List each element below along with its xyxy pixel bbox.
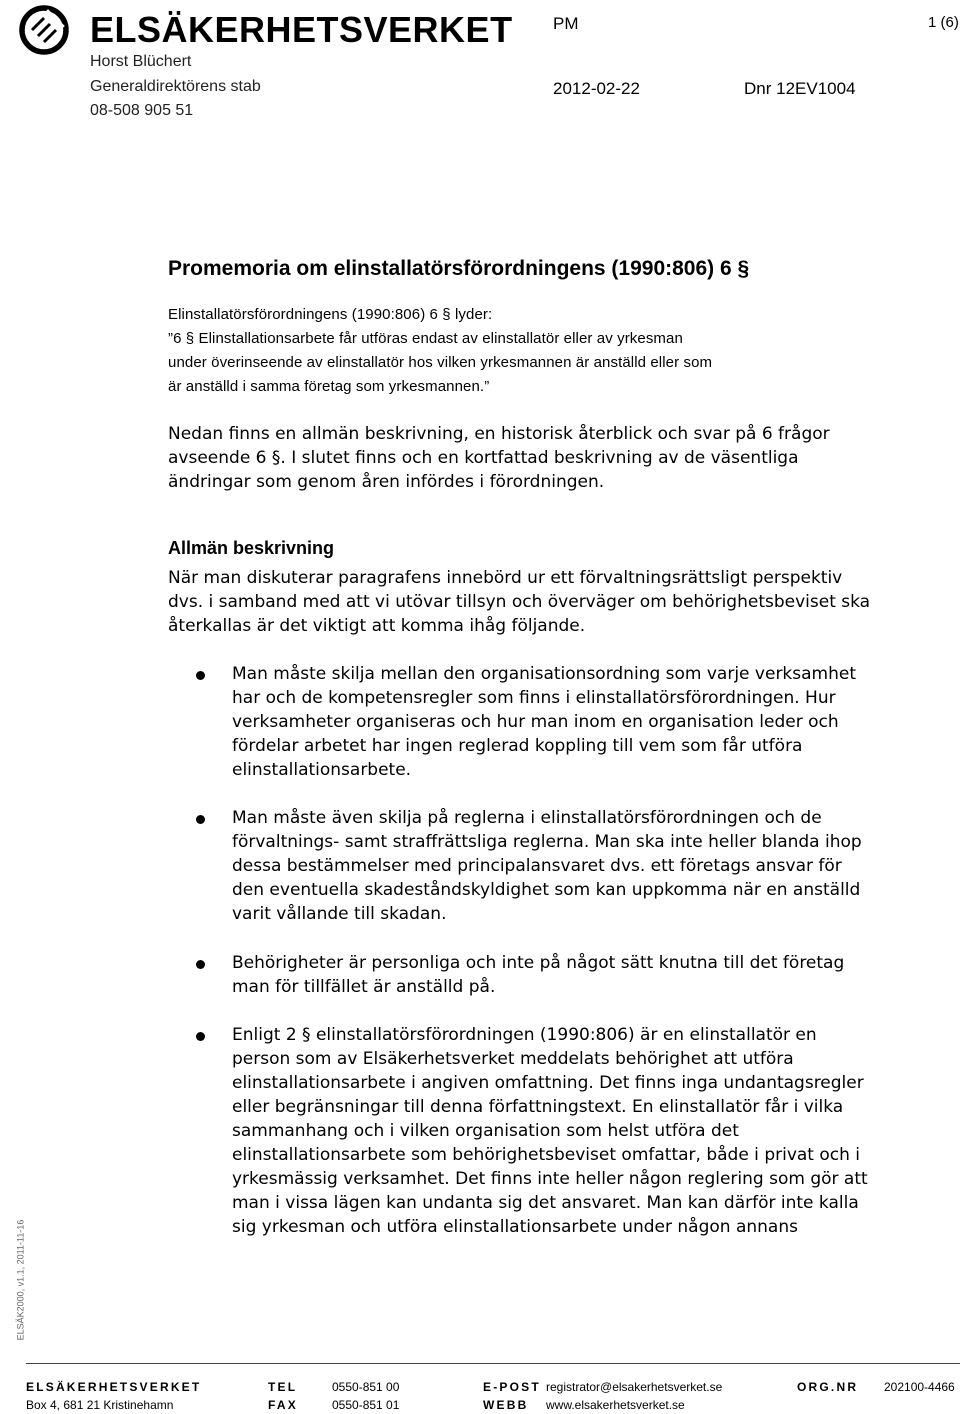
bullet-line: person som av Elsäkerhetsverket meddelats behörighet att utföra xyxy=(232,1049,794,1069)
bullet-line: varit vållande till skadan. xyxy=(232,904,447,924)
bullet-line: Behörigheter är personliga och inte på något sätt knutna till det företag xyxy=(232,953,845,973)
bullet-line: man för tillfället är anställd på. xyxy=(232,977,496,997)
intro-line: ändringar som genom åren infördes i förordningen. xyxy=(168,472,605,492)
section-line: dvs. i samband med att vi utövar tillsyn och överväger om behörighetsbeviset ska xyxy=(168,592,871,612)
bullet-line: den eventuella skadeståndskyldighet som kan uppkomma när en anställd xyxy=(232,880,861,900)
bullet-marker xyxy=(196,960,205,969)
quote-line: är anställd i samma företag som yrkesmannen.” xyxy=(168,378,490,395)
section-heading: Allmän beskrivning xyxy=(168,538,335,558)
bullet-line: sammanhang och i vilken organisation som helst utföra det xyxy=(232,1121,739,1141)
document-date: 2012-02-22 xyxy=(553,79,640,98)
bullet-line: yrkesmässig verksamhet. Det finns inte heller någon reglering som gör att xyxy=(232,1169,868,1189)
footer-fax-label: FAX xyxy=(268,1398,298,1412)
bullet-line: sig yrkesman och utföra elinstallationsarbete under någon annans xyxy=(232,1217,798,1237)
footer-web-label: WEBB xyxy=(483,1398,529,1412)
footer-tel-label: TEL xyxy=(268,1380,298,1394)
footer-fax: 0550-851 01 xyxy=(332,1398,400,1412)
bullet-line: Man måste även skilja på reglerna i elinstallatörsförordningen och de xyxy=(232,808,822,828)
bullet-line: man i vissa lägen kan undanta sig det ansvaret. Man kan därför inte kalla xyxy=(232,1193,859,1213)
document-dnr: Dnr 12EV1004 xyxy=(744,79,856,98)
footer-tel: 0550-851 00 xyxy=(332,1380,400,1394)
bullet-line: fördelar arbetet har ingen reglerad koppling till vem som får utföra xyxy=(232,736,803,756)
document-type: PM xyxy=(553,14,579,33)
bullet-line: Enligt 2 § elinstallatörsförordningen (1990:806) är en elinstallatör en xyxy=(232,1025,817,1045)
footer-orgnr: 202100-4466 xyxy=(884,1380,955,1394)
bullet-line: har och de kompetensregler som finns i elinstallatörsförordningen. Hur xyxy=(232,688,836,708)
footer-org-name: ELSÄKERHETSVERKET xyxy=(26,1380,202,1394)
author-unit: Generaldirektörens stab xyxy=(90,78,261,95)
footer-email-label: E-POST xyxy=(483,1380,541,1394)
intro-line: Nedan finns en allmän beskrivning, en historisk återblick och svar på 6 frågor xyxy=(168,424,830,444)
bullet-line: verksamheter organiseras och hur man inom en organisation leder och xyxy=(232,712,839,732)
bullet-line: eller begränsningar till denna författningstext. En elinstallatör får i vilka xyxy=(232,1097,844,1117)
footer-orgnr-label: ORG.NR xyxy=(797,1380,859,1394)
footer-divider xyxy=(26,1363,960,1364)
bullet-line: förvaltnings- samt straffrättsliga reglerna. Man ska inte heller blanda ihop xyxy=(232,832,862,852)
bullet-line: Man måste skilja mellan den organisationsordning som varje verksamhet xyxy=(232,664,857,684)
intro-line: avseende 6 §. I slutet finns och en kortfattad beskrivning av de väsentliga xyxy=(168,448,799,468)
bullet-line: dessa bestämmelser med principalansvaret dvs. ett företags ansvar för xyxy=(232,856,842,876)
bullet-marker xyxy=(196,1032,205,1041)
bullet-line: elinstallationsarbete i angiven omfattning. Det finns inga undantagsregler xyxy=(232,1073,864,1093)
footer-email-link[interactable]: registrator@elsakerhetsverket.se xyxy=(546,1380,723,1394)
bullet-line: elinstallationsarbete som behörighetsbeviset omfattar, både i privat och i xyxy=(232,1145,861,1165)
template-version-stamp: ELSÄK2000, v1.1, 2011-11-16 xyxy=(15,1219,26,1341)
agency-wordmark: ELSÄKERHETSVERKET xyxy=(90,9,513,50)
bullet-line: elinstallationsarbete. xyxy=(232,760,412,780)
section-line: När man diskuterar paragrafens innebörd ur ett förvaltningsrättsligt perspektiv xyxy=(168,568,843,588)
bullet-marker xyxy=(196,671,205,680)
page-title: Promemoria om elinstallatörsförordningens (1990:806) 6 § xyxy=(168,257,750,280)
section-line: återkallas är det viktigt att komma ihåg följande. xyxy=(168,616,586,636)
quote-line: Elinstallatörsförordningens (1990:806) 6 § lyder: xyxy=(168,306,493,323)
agency-logo-icon xyxy=(18,4,70,56)
author-phone: 08-508 905 51 xyxy=(90,102,194,119)
author-name: Horst Blüchert xyxy=(90,53,192,70)
page-number: 1 (6) xyxy=(928,14,959,31)
footer-address: Box 4, 681 21 Kristinehamn xyxy=(26,1398,174,1412)
quote-line: ”6 § Elinstallationsarbete får utföras endast av elinstallatör eller av yrkesman xyxy=(168,330,683,347)
bullet-marker xyxy=(196,815,205,824)
footer-web-link[interactable]: www.elsakerhetsverket.se xyxy=(546,1398,685,1412)
quote-line: under överinseende av elinstallatör hos vilken yrkesmannen är anställd eller som xyxy=(168,354,713,371)
